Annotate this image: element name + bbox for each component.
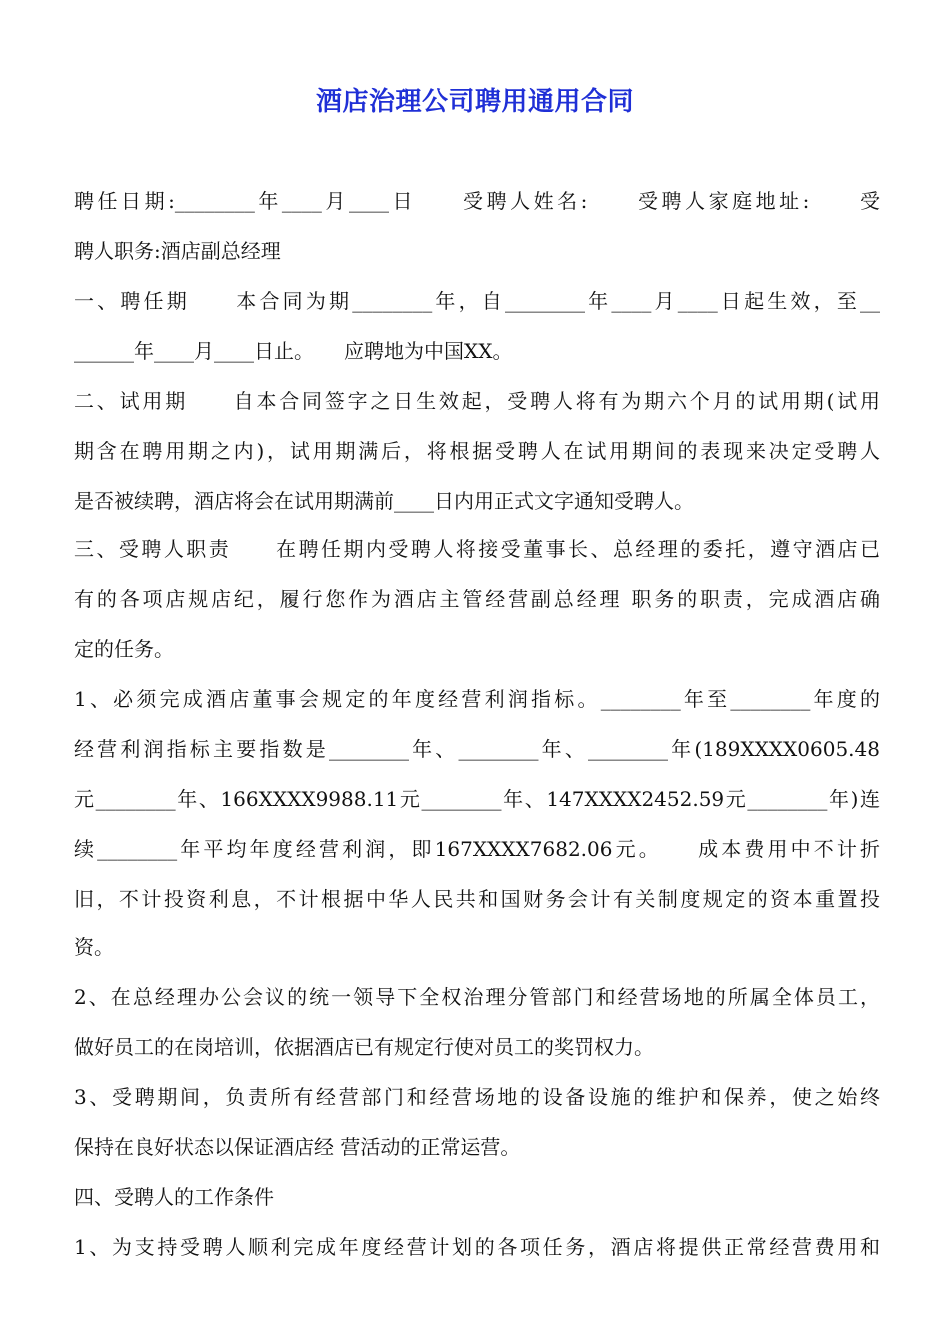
text-line: ______年____月____日止。 应聘地为中国XX。 <box>74 339 513 363</box>
text-line: 经营利润指标主要指数是________年、________年、________年(189XXXX0605.48 <box>74 737 880 761</box>
text-line: 一、聘任期 本合同为期________年，自________年____月____日起生效，至__ <box>74 289 880 313</box>
text-line: 3、受聘期间，负责所有经营部门和经营场地的设备设施的维护和保养，使之始终 <box>74 1085 880 1109</box>
text-line: 二、试用期 自本合同签字之日生效起，受聘人将有为期六个月的试用期(试用 <box>74 389 880 413</box>
text-line: 资。 <box>74 935 114 959</box>
text-line: 定的任务。 <box>74 637 174 661</box>
text-line: 三、受聘人职责 在聘任期内受聘人将接受董事长、总经理的委托，遵守酒店已 <box>74 537 880 561</box>
document-title: 酒店治理公司聘用通用合同 <box>315 87 634 117</box>
text-line: 保持在良好状态以保证酒店经 营活动的正常运营。 <box>74 1135 521 1159</box>
text-line: 1、为支持受聘人顺利完成年度经营计划的各项任务，酒店将提供正常经营费用和 <box>74 1235 880 1259</box>
text-line: 聘人职务:酒店副总经理 <box>74 239 281 263</box>
text-line: 聘任日期:________年____月____日 受聘人姓名: 受聘人家庭地址: 受 <box>74 189 880 213</box>
text-line: 1、必须完成酒店董事会规定的年度经营利润指标。________年至________年度的 <box>74 687 880 711</box>
text-line: 期含在聘用期之内)，试用期满后，将根据受聘人在试用期间的表现来决定受聘人 <box>74 439 880 463</box>
text-line: 2、在总经理办公会议的统一领导下全权治理分管部门和经营场地的所属全体员工， <box>74 985 880 1009</box>
text-line: 元________年、166XXXX9988.11元________年、147XXXX2452.59元________年)连 <box>74 787 880 811</box>
text-line: 续________年平均年度经营利润，即167XXXX7682.06元。 成本费用中不计折 <box>74 837 880 861</box>
text-line: 是否被续聘，酒店将会在试用期满前____日内用正式文字通知受聘人。 <box>74 489 694 513</box>
text-line: 做好员工的在岗培训，依据酒店已有规定行使对员工的奖罚权力。 <box>74 1035 654 1059</box>
text-line: 四、受聘人的工作条件 <box>74 1185 274 1209</box>
text-line: 旧，不计投资利息，不计根据中华人民共和国财务会计有关制度规定的资本重置投 <box>74 887 880 911</box>
text-line: 有的各项店规店纪，履行您作为酒店主管经营副总经理 职务的职责，完成酒店确 <box>74 587 880 611</box>
